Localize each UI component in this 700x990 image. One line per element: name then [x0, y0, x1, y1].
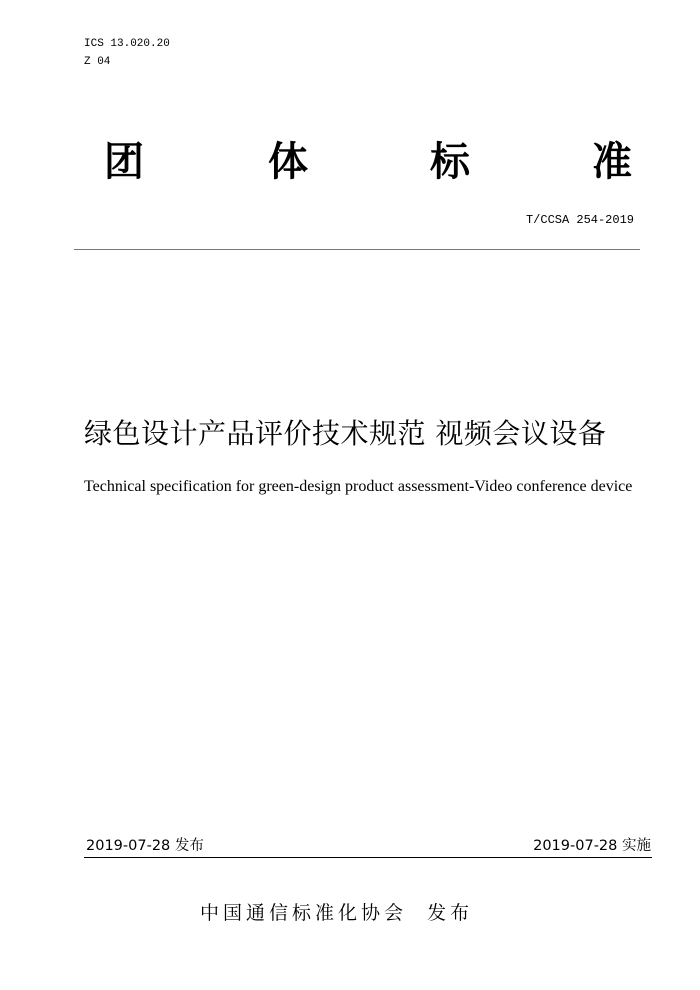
- title-chinese: 绿色设计产品评价技术规范 视频会议设备: [84, 417, 607, 450]
- standard-type-char-2: 体: [268, 139, 308, 185]
- publisher: 中国通信标准化协会 发布: [200, 902, 474, 924]
- ccs-code: Z 04: [84, 56, 111, 68]
- standard-number: T/CCSA 254-2019: [525, 213, 634, 227]
- footer-divider: [84, 857, 652, 858]
- standard-type-char-4: 准: [592, 139, 632, 185]
- ics-code: ICS 13.020.20: [84, 38, 170, 50]
- title-english: Technical specification for green-design product assessment-Video conference device: [84, 478, 633, 495]
- issue-date: 2019-07-28 发布: [86, 838, 204, 854]
- implementation-date: 2019-07-28 实施: [533, 838, 651, 854]
- standard-type-char-1: 团: [104, 139, 144, 185]
- standard-type-char-3: 标: [430, 139, 470, 185]
- header-divider: [74, 249, 640, 250]
